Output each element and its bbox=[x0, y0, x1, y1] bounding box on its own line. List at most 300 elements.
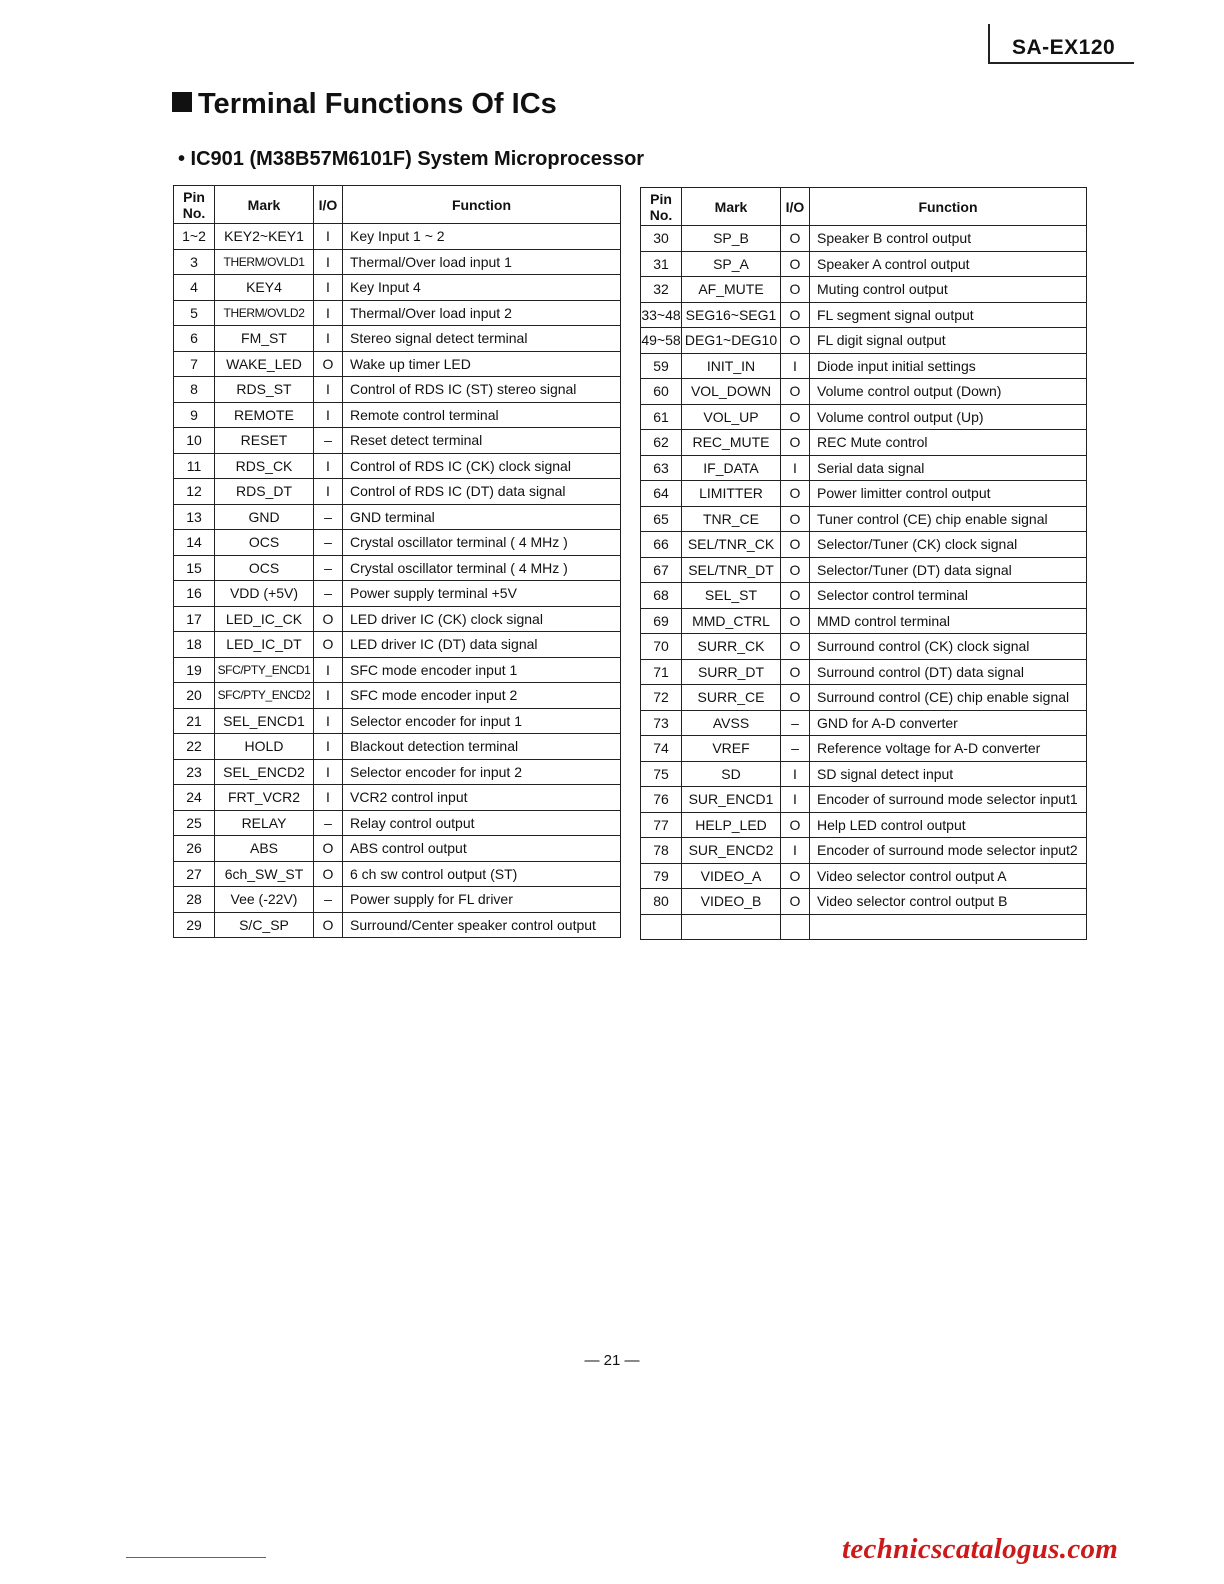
table-row bbox=[641, 812, 1087, 838]
mark-cell: SFC/PTY_ENCD2 bbox=[215, 683, 314, 709]
io-cell: I bbox=[781, 761, 810, 787]
mark-cell: LIMITTER bbox=[682, 481, 781, 507]
pin-cell: 19 bbox=[174, 657, 215, 683]
function-cell: Control of RDS IC (DT) data signal bbox=[343, 479, 621, 505]
pin-cell: 10 bbox=[174, 428, 215, 454]
io-cell: I bbox=[781, 353, 810, 379]
table-row bbox=[174, 428, 621, 454]
io-cell: I bbox=[314, 683, 343, 709]
pin-cell: 3 bbox=[174, 249, 215, 275]
mark-cell: TNR_CE bbox=[682, 506, 781, 532]
mark-cell: SURR_CE bbox=[682, 685, 781, 711]
header-function: Function bbox=[810, 188, 1087, 226]
io-cell: I bbox=[314, 785, 343, 811]
table-row bbox=[641, 481, 1087, 507]
mark-cell: SFC/PTY_ENCD1 bbox=[215, 657, 314, 683]
square-bullet-icon bbox=[172, 92, 192, 112]
table-row bbox=[174, 912, 621, 938]
io-cell: O bbox=[781, 251, 810, 277]
function-cell: Selector/Tuner (DT) data signal bbox=[810, 557, 1087, 583]
io-cell: I bbox=[314, 249, 343, 275]
io-cell: O bbox=[781, 685, 810, 711]
mark-cell: RELAY bbox=[215, 810, 314, 836]
mark-cell: ABS bbox=[215, 836, 314, 862]
pin-cell: 74 bbox=[641, 736, 682, 762]
io-cell: I bbox=[781, 787, 810, 813]
pin-cell: 9 bbox=[174, 402, 215, 428]
function-cell: Help LED control output bbox=[810, 812, 1087, 838]
function-cell: Volume control output (Up) bbox=[810, 404, 1087, 430]
table-row bbox=[641, 404, 1087, 430]
pin-cell: 27 bbox=[174, 861, 215, 887]
function-cell: Thermal/Over load input 2 bbox=[343, 300, 621, 326]
function-cell: Speaker A control output bbox=[810, 251, 1087, 277]
mark-cell: KEY2~KEY1 bbox=[215, 224, 314, 250]
io-cell: O bbox=[781, 481, 810, 507]
mark-cell: HELP_LED bbox=[682, 812, 781, 838]
pin-cell: 79 bbox=[641, 863, 682, 889]
mark-cell: THERM/OVLD2 bbox=[215, 300, 314, 326]
table-row bbox=[641, 761, 1087, 787]
pin-cell: 33~48 bbox=[641, 302, 682, 328]
pin-cell: 76 bbox=[641, 787, 682, 813]
mark-cell: LED_IC_CK bbox=[215, 606, 314, 632]
mark-cell: SD bbox=[682, 761, 781, 787]
io-cell: – bbox=[314, 504, 343, 530]
function-cell: Surround control (DT) data signal bbox=[810, 659, 1087, 685]
pin-table-right bbox=[640, 187, 1087, 940]
pin-cell: 60 bbox=[641, 379, 682, 405]
io-cell: O bbox=[781, 328, 810, 354]
section-title-text: Terminal Functions Of ICs bbox=[198, 88, 557, 120]
pin-cell: 15 bbox=[174, 555, 215, 581]
io-cell: I bbox=[314, 708, 343, 734]
io-cell: O bbox=[314, 836, 343, 862]
mark-cell: OCS bbox=[215, 555, 314, 581]
function-cell: GND terminal bbox=[343, 504, 621, 530]
io-cell: O bbox=[314, 351, 343, 377]
header-function: Function bbox=[343, 186, 621, 224]
pin-cell: 26 bbox=[174, 836, 215, 862]
table-row bbox=[641, 787, 1087, 813]
table-row bbox=[641, 710, 1087, 736]
function-cell: Power supply terminal +5V bbox=[343, 581, 621, 607]
pin-cell: 32 bbox=[641, 277, 682, 303]
table-row bbox=[174, 453, 621, 479]
pin-cell: 67 bbox=[641, 557, 682, 583]
table-row bbox=[641, 659, 1087, 685]
io-cell: O bbox=[781, 557, 810, 583]
function-cell: REC Mute control bbox=[810, 430, 1087, 456]
io-cell: I bbox=[314, 275, 343, 301]
function-cell: Volume control output (Down) bbox=[810, 379, 1087, 405]
table-row bbox=[641, 634, 1087, 660]
header-mark: Mark bbox=[682, 188, 781, 226]
io-cell: O bbox=[781, 277, 810, 303]
mark-cell: LED_IC_DT bbox=[215, 632, 314, 658]
table-row bbox=[641, 430, 1087, 456]
function-cell: Thermal/Over load input 1 bbox=[343, 249, 621, 275]
io-cell: – bbox=[314, 428, 343, 454]
io-cell: – bbox=[314, 555, 343, 581]
mark-cell bbox=[682, 914, 781, 940]
function-cell: Reference voltage for A-D converter bbox=[810, 736, 1087, 762]
table-row bbox=[641, 532, 1087, 558]
io-cell: – bbox=[314, 887, 343, 913]
pin-cell: 30 bbox=[641, 226, 682, 252]
section-title bbox=[172, 88, 557, 121]
mark-cell: 6ch_SW_ST bbox=[215, 861, 314, 887]
table-row bbox=[174, 249, 621, 275]
header-pin-no: Pin No. bbox=[174, 186, 215, 224]
mark-cell: RDS_CK bbox=[215, 453, 314, 479]
io-cell: – bbox=[314, 810, 343, 836]
io-cell: – bbox=[781, 736, 810, 762]
table-row bbox=[174, 351, 621, 377]
function-cell: Tuner control (CE) chip enable signal bbox=[810, 506, 1087, 532]
table-row bbox=[174, 300, 621, 326]
mark-cell: REMOTE bbox=[215, 402, 314, 428]
pin-cell: 68 bbox=[641, 583, 682, 609]
table-row bbox=[641, 838, 1087, 864]
io-cell: O bbox=[781, 889, 810, 915]
table-row bbox=[641, 583, 1087, 609]
table-row bbox=[641, 328, 1087, 354]
pin-cell: 5 bbox=[174, 300, 215, 326]
function-cell: GND for A-D converter bbox=[810, 710, 1087, 736]
function-cell: Selector encoder for input 1 bbox=[343, 708, 621, 734]
io-cell: O bbox=[314, 606, 343, 632]
pin-cell: 12 bbox=[174, 479, 215, 505]
table-row bbox=[174, 708, 621, 734]
io-cell: O bbox=[314, 861, 343, 887]
pin-cell: 7 bbox=[174, 351, 215, 377]
pin-cell: 49~58 bbox=[641, 328, 682, 354]
pin-table-left bbox=[173, 185, 621, 938]
table-row bbox=[641, 608, 1087, 634]
pin-cell: 78 bbox=[641, 838, 682, 864]
io-cell: O bbox=[314, 912, 343, 938]
io-cell: O bbox=[781, 532, 810, 558]
function-cell: Power limitter control output bbox=[810, 481, 1087, 507]
function-cell: Encoder of surround mode selector input1 bbox=[810, 787, 1087, 813]
function-cell: Serial data signal bbox=[810, 455, 1087, 481]
mark-cell: Vee (-22V) bbox=[215, 887, 314, 913]
pin-cell: 8 bbox=[174, 377, 215, 403]
pin-cell: 65 bbox=[641, 506, 682, 532]
function-cell: Stereo signal detect terminal bbox=[343, 326, 621, 352]
table-row bbox=[174, 224, 621, 250]
io-cell: I bbox=[314, 453, 343, 479]
table-row bbox=[174, 377, 621, 403]
function-cell: SFC mode encoder input 2 bbox=[343, 683, 621, 709]
pin-table-left-body bbox=[174, 224, 621, 938]
function-cell: Selector control terminal bbox=[810, 583, 1087, 609]
pin-table-right-body bbox=[641, 226, 1087, 940]
io-cell: I bbox=[314, 759, 343, 785]
mark-cell: VDD (+5V) bbox=[215, 581, 314, 607]
table-row bbox=[174, 555, 621, 581]
function-cell: FL segment signal output bbox=[810, 302, 1087, 328]
io-cell: I bbox=[314, 402, 343, 428]
table-row bbox=[174, 836, 621, 862]
mark-cell: HOLD bbox=[215, 734, 314, 760]
table-row bbox=[641, 455, 1087, 481]
io-cell: O bbox=[781, 302, 810, 328]
pin-cell: 16 bbox=[174, 581, 215, 607]
pin-cell: 4 bbox=[174, 275, 215, 301]
pin-cell: 64 bbox=[641, 481, 682, 507]
table-header-row bbox=[641, 188, 1087, 226]
io-cell: I bbox=[314, 326, 343, 352]
pin-cell: 28 bbox=[174, 887, 215, 913]
table-row bbox=[174, 785, 621, 811]
footer-link-underline bbox=[126, 1557, 266, 1558]
function-cell: MMD control terminal bbox=[810, 608, 1087, 634]
pin-cell: 80 bbox=[641, 889, 682, 915]
mark-cell: SEL/TNR_CK bbox=[682, 532, 781, 558]
ic-subtitle: • IC901 (M38B57M6101F) System Microprocessor bbox=[178, 148, 645, 170]
mark-cell: SUR_ENCD2 bbox=[682, 838, 781, 864]
function-cell: Video selector control output B bbox=[810, 889, 1087, 915]
header-mark: Mark bbox=[215, 186, 314, 224]
function-cell: Surround control (CE) chip enable signal bbox=[810, 685, 1087, 711]
table-row bbox=[174, 657, 621, 683]
function-cell: LED driver IC (CK) clock signal bbox=[343, 606, 621, 632]
mark-cell: VIDEO_A bbox=[682, 863, 781, 889]
table-row bbox=[174, 402, 621, 428]
table-row bbox=[641, 557, 1087, 583]
io-cell: I bbox=[314, 657, 343, 683]
pin-cell: 23 bbox=[174, 759, 215, 785]
table-row bbox=[641, 251, 1087, 277]
io-cell: O bbox=[781, 812, 810, 838]
function-cell: Power supply for FL driver bbox=[343, 887, 621, 913]
page-number: — 21 — bbox=[584, 1352, 640, 1369]
pin-cell: 13 bbox=[174, 504, 215, 530]
mark-cell: VOL_DOWN bbox=[682, 379, 781, 405]
mark-cell: SP_A bbox=[682, 251, 781, 277]
table-row bbox=[174, 479, 621, 505]
pin-cell: 69 bbox=[641, 608, 682, 634]
function-cell: Encoder of surround mode selector input2 bbox=[810, 838, 1087, 864]
mark-cell: IF_DATA bbox=[682, 455, 781, 481]
function-cell: Video selector control output A bbox=[810, 863, 1087, 889]
io-cell: – bbox=[314, 530, 343, 556]
mark-cell: MMD_CTRL bbox=[682, 608, 781, 634]
io-cell: O bbox=[781, 404, 810, 430]
io-cell: O bbox=[781, 659, 810, 685]
function-cell: Selector/Tuner (CK) clock signal bbox=[810, 532, 1087, 558]
table-row bbox=[174, 887, 621, 913]
table-row bbox=[641, 379, 1087, 405]
mark-cell: SEL_ST bbox=[682, 583, 781, 609]
function-cell: Speaker B control output bbox=[810, 226, 1087, 252]
pin-cell: 59 bbox=[641, 353, 682, 379]
table-row bbox=[641, 736, 1087, 762]
table-row bbox=[641, 226, 1087, 252]
function-cell: FL digit signal output bbox=[810, 328, 1087, 354]
table-row bbox=[174, 683, 621, 709]
header-io: I/O bbox=[314, 186, 343, 224]
function-cell: ABS control output bbox=[343, 836, 621, 862]
pin-cell: 61 bbox=[641, 404, 682, 430]
mark-cell: SEG16~SEG1 bbox=[682, 302, 781, 328]
header-pin-no: Pin No. bbox=[641, 188, 682, 226]
function-cell: VCR2 control input bbox=[343, 785, 621, 811]
function-cell: Blackout detection terminal bbox=[343, 734, 621, 760]
function-cell: Key Input 4 bbox=[343, 275, 621, 301]
mark-cell: INIT_IN bbox=[682, 353, 781, 379]
pin-cell: 66 bbox=[641, 532, 682, 558]
table-row bbox=[641, 863, 1087, 889]
mark-cell: REC_MUTE bbox=[682, 430, 781, 456]
io-cell: O bbox=[781, 379, 810, 405]
function-cell: LED driver IC (DT) data signal bbox=[343, 632, 621, 658]
pin-cell: 20 bbox=[174, 683, 215, 709]
mark-cell: RDS_ST bbox=[215, 377, 314, 403]
table-header-row bbox=[174, 186, 621, 224]
mark-cell: VOL_UP bbox=[682, 404, 781, 430]
function-cell: SFC mode encoder input 1 bbox=[343, 657, 621, 683]
header-io: I/O bbox=[781, 188, 810, 226]
io-cell: O bbox=[781, 430, 810, 456]
pin-cell: 14 bbox=[174, 530, 215, 556]
pin-cell: 6 bbox=[174, 326, 215, 352]
io-cell: O bbox=[781, 226, 810, 252]
mark-cell: AVSS bbox=[682, 710, 781, 736]
table-row bbox=[174, 759, 621, 785]
table-row bbox=[174, 861, 621, 887]
mark-cell: VREF bbox=[682, 736, 781, 762]
io-cell: – bbox=[781, 710, 810, 736]
io-cell: I bbox=[314, 734, 343, 760]
io-cell: I bbox=[314, 479, 343, 505]
pin-cell: 1~2 bbox=[174, 224, 215, 250]
io-cell: I bbox=[781, 455, 810, 481]
mark-cell: GND bbox=[215, 504, 314, 530]
table-row bbox=[174, 606, 621, 632]
table-row bbox=[641, 506, 1087, 532]
mark-cell: SP_B bbox=[682, 226, 781, 252]
table-row bbox=[174, 581, 621, 607]
table-row bbox=[641, 889, 1087, 915]
pin-cell: 11 bbox=[174, 453, 215, 479]
mark-cell: FM_ST bbox=[215, 326, 314, 352]
function-cell: Control of RDS IC (ST) stereo signal bbox=[343, 377, 621, 403]
io-cell: O bbox=[781, 506, 810, 532]
io-cell: O bbox=[781, 863, 810, 889]
pin-cell: 31 bbox=[641, 251, 682, 277]
mark-cell: SEL/TNR_DT bbox=[682, 557, 781, 583]
io-cell: O bbox=[781, 608, 810, 634]
mark-cell: DEG1~DEG10 bbox=[682, 328, 781, 354]
io-cell: – bbox=[314, 581, 343, 607]
io-cell: O bbox=[314, 632, 343, 658]
mark-cell: AF_MUTE bbox=[682, 277, 781, 303]
function-cell: SD signal detect input bbox=[810, 761, 1087, 787]
mark-cell: OCS bbox=[215, 530, 314, 556]
table-row bbox=[174, 504, 621, 530]
function-cell: Reset detect terminal bbox=[343, 428, 621, 454]
table-row bbox=[641, 277, 1087, 303]
mark-cell: KEY4 bbox=[215, 275, 314, 301]
pin-cell: 62 bbox=[641, 430, 682, 456]
io-cell: O bbox=[781, 634, 810, 660]
watermark-text: technicscatalogus.com bbox=[842, 1533, 1119, 1565]
io-cell: I bbox=[781, 838, 810, 864]
table-row bbox=[641, 914, 1087, 940]
pin-cell: 63 bbox=[641, 455, 682, 481]
pin-cell: 18 bbox=[174, 632, 215, 658]
mark-cell: SUR_ENCD1 bbox=[682, 787, 781, 813]
function-cell: Key Input 1 ~ 2 bbox=[343, 224, 621, 250]
function-cell: Crystal oscillator terminal ( 4 MHz ) bbox=[343, 555, 621, 581]
mark-cell: RESET bbox=[215, 428, 314, 454]
table-row bbox=[641, 685, 1087, 711]
mark-cell: FRT_VCR2 bbox=[215, 785, 314, 811]
pin-cell: 24 bbox=[174, 785, 215, 811]
pin-cell: 29 bbox=[174, 912, 215, 938]
function-cell: Wake up timer LED bbox=[343, 351, 621, 377]
mark-cell: WAKE_LED bbox=[215, 351, 314, 377]
table-row bbox=[174, 530, 621, 556]
function-cell bbox=[810, 914, 1087, 940]
function-cell: Muting control output bbox=[810, 277, 1087, 303]
table-row bbox=[174, 326, 621, 352]
table-row bbox=[174, 810, 621, 836]
mark-cell: S/C_SP bbox=[215, 912, 314, 938]
table-row bbox=[641, 302, 1087, 328]
function-cell: Diode input initial settings bbox=[810, 353, 1087, 379]
pin-cell: 70 bbox=[641, 634, 682, 660]
function-cell: 6 ch sw control output (ST) bbox=[343, 861, 621, 887]
mark-cell: RDS_DT bbox=[215, 479, 314, 505]
table-row bbox=[174, 734, 621, 760]
io-cell bbox=[781, 914, 810, 940]
pin-cell: 25 bbox=[174, 810, 215, 836]
io-cell: I bbox=[314, 300, 343, 326]
function-cell: Remote control terminal bbox=[343, 402, 621, 428]
function-cell: Crystal oscillator terminal ( 4 MHz ) bbox=[343, 530, 621, 556]
table-row bbox=[174, 632, 621, 658]
pin-cell: 22 bbox=[174, 734, 215, 760]
mark-cell: VIDEO_B bbox=[682, 889, 781, 915]
function-cell: Selector encoder for input 2 bbox=[343, 759, 621, 785]
pin-cell bbox=[641, 914, 682, 940]
io-cell: I bbox=[314, 224, 343, 250]
mark-cell: SEL_ENCD1 bbox=[215, 708, 314, 734]
pin-cell: 72 bbox=[641, 685, 682, 711]
pin-cell: 17 bbox=[174, 606, 215, 632]
pin-cell: 77 bbox=[641, 812, 682, 838]
io-cell: I bbox=[314, 377, 343, 403]
table-row bbox=[641, 353, 1087, 379]
model-number: SA-EX120 bbox=[1012, 36, 1116, 59]
pin-cell: 21 bbox=[174, 708, 215, 734]
mark-cell: SURR_DT bbox=[682, 659, 781, 685]
table-row bbox=[174, 275, 621, 301]
pin-cell: 73 bbox=[641, 710, 682, 736]
mark-cell: SEL_ENCD2 bbox=[215, 759, 314, 785]
mark-cell: SURR_CK bbox=[682, 634, 781, 660]
function-cell: Control of RDS IC (CK) clock signal bbox=[343, 453, 621, 479]
function-cell: Surround control (CK) clock signal bbox=[810, 634, 1087, 660]
pin-cell: 75 bbox=[641, 761, 682, 787]
function-cell: Surround/Center speaker control output bbox=[343, 912, 621, 938]
mark-cell: THERM/OVLD1 bbox=[215, 249, 314, 275]
io-cell: O bbox=[781, 583, 810, 609]
